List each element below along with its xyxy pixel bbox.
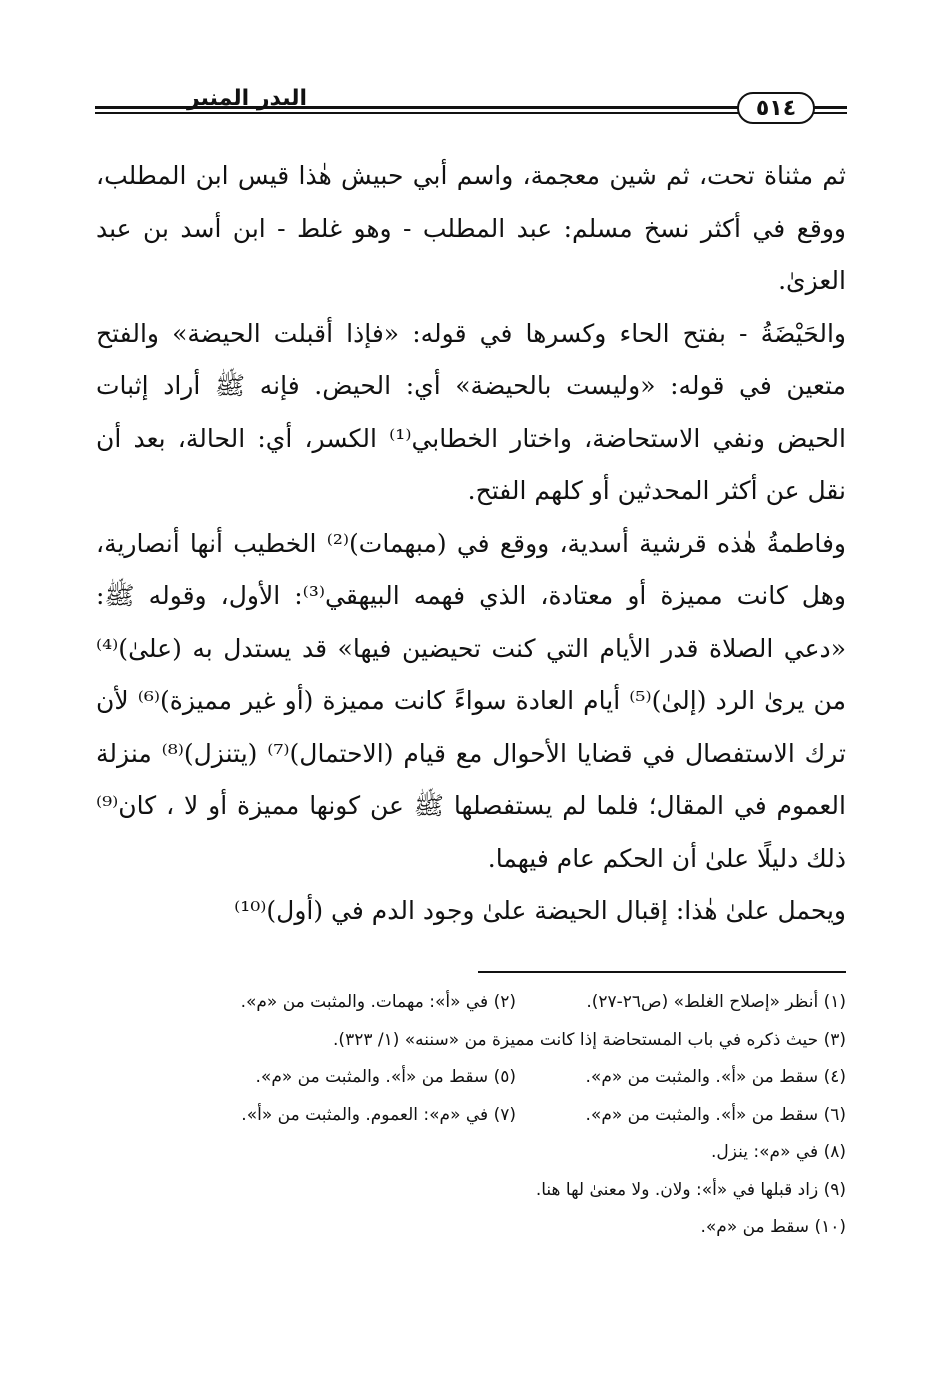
footnote-row	[120, 1134, 846, 1172]
footnote-row	[120, 1209, 846, 1247]
header-rule-thin	[95, 112, 847, 114]
paragraph: ثم مثناة تحت، ثم شين معجمة، واسم أبي حبيش هٰذا قيس ابن المطلب، ووقع في أكثر نسخ مسلم: عبد المطلب - وهو غلط - ابن أسد بن عبد العزىٰ.	[96, 161, 846, 295]
footnote: (٢) في «أ»: مهمات. والمثبت من «م».	[240, 992, 516, 1012]
page-header	[95, 82, 847, 132]
page-number: ٥١٤	[737, 92, 815, 124]
footnote-row	[120, 1172, 846, 1210]
footnote: (١) أنظر «إصلاح الغلط» (ص٢٦-٢٧).	[586, 992, 846, 1012]
footnote: (٩) زاد قبلها في «أ»: ولان. ولا معنىٰ لها هنا.	[535, 1179, 846, 1200]
main-text	[96, 150, 846, 938]
footnotes	[120, 984, 846, 1247]
footnote: (٦) سقط من «أ». والمثبت من «م».	[585, 1104, 846, 1125]
footnote-row	[120, 1022, 846, 1060]
footnote: (٨) في «م»: ينزل.	[711, 1142, 846, 1162]
footnote-row	[120, 984, 846, 1022]
footnote-separator	[478, 971, 846, 973]
paragraph: ويحمل علىٰ هٰذا: إقبال الحيضة علىٰ وجود الدم في (أول)⁽¹⁰⁾	[234, 896, 846, 925]
running-title: البدر المنير	[186, 86, 307, 111]
footnote-row	[120, 1097, 846, 1135]
footnote: (٧) في «م»: العموم. والمثبت من «أ».	[241, 1104, 516, 1125]
footnote: (٣) حيث ذكره في باب المستحاضة إذا كانت مميزة من «سننه» (١/ ٣٢٣).	[333, 1029, 846, 1050]
footnote: (٤) سقط من «أ». والمثبت من «م».	[585, 1067, 846, 1087]
paragraph: وفاطمةُ هٰذه قرشية أسدية، ووقع في (مبهمات)⁽²⁾ الخطيب أنها أنصارية، وهل كانت مميزة أو معتادة، الذي فهمه البيهقي⁽³⁾: الأول، وقوله ﷺ: «دعي الصلاة قدر الأيام التي كنت تحيضين فيها» قد يستدل به (علىٰ)⁽⁴⁾ من يرىٰ الرد (إلىٰ)⁽⁵⁾ أيام العادة سواءً كانت مميزة (أو غير مميزة)⁽⁶⁾ لأن ترك الاستفصال في قضايا الأحوال مع قيام (الاحتمال)⁽⁷⁾ (يتنزل)⁽⁸⁾ منزلة العموم في المقال؛ فلما لم يستفصلها ﷺ عن كونها مميزة أو لا ، كان⁽⁹⁾ ذلك دليلًا علىٰ أن الحكم عام فيهما.	[96, 528, 847, 873]
footnote: (١٠) سقط من «م».	[700, 1217, 846, 1237]
footnote-row	[120, 1059, 846, 1097]
paragraph: والحَيْضَةُ - بفتح الحاء وكسرها في قوله: «فإذا أقبلت الحيضة» والفتح متعين في قوله: «وليست بالحيضة» أي: الحيض. فإنه ﷺ أراد إثبات الحيض ونفي الاستحاضة، واختار الخطابي⁽¹⁾ الكسر، أي: الحالة، بعد أن نقل عن أكثر المحدثين أو كلهم الفتح.	[96, 318, 846, 505]
footnote: (٥) سقط من «أ». والمثبت من «م».	[255, 1067, 516, 1087]
